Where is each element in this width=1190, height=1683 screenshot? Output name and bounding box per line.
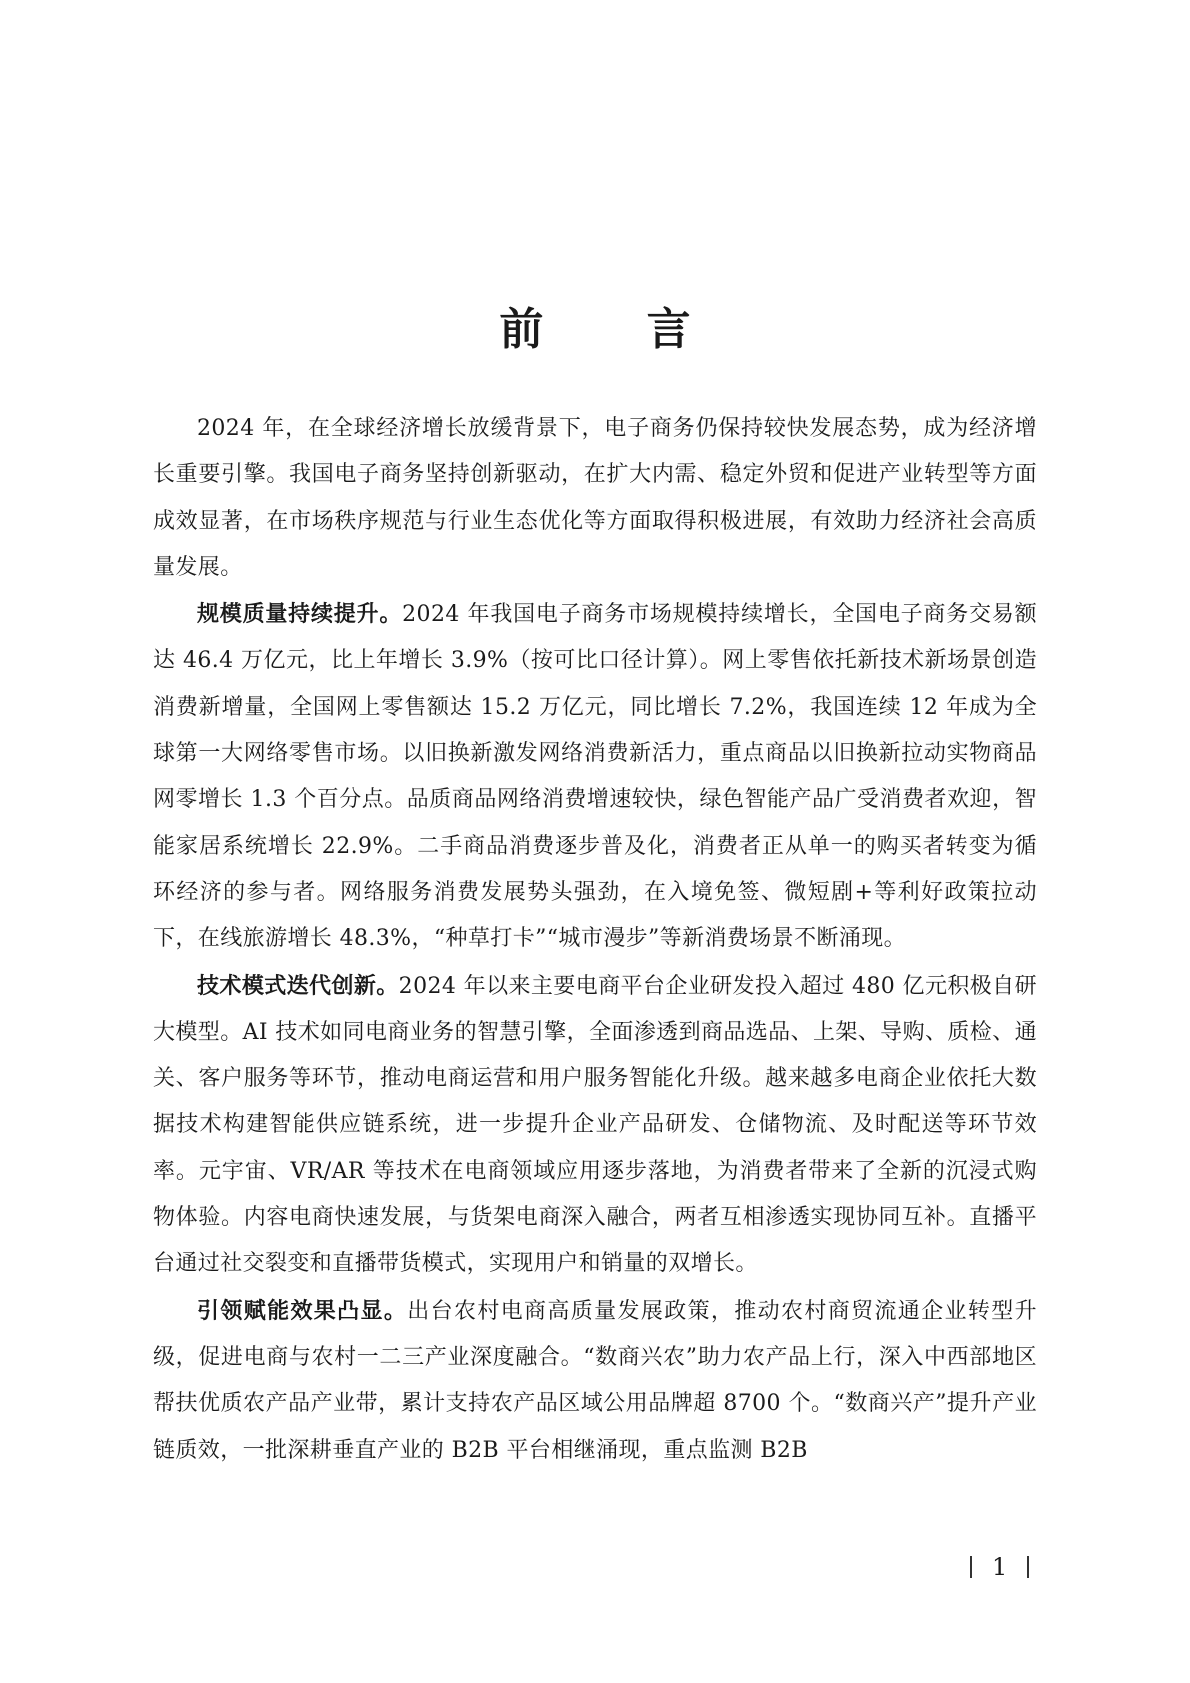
footer-divider-left xyxy=(970,1556,972,1578)
paragraph-text: 2024 年以来主要电商平台企业研发投入超过 480 亿元积极自研大模型。AI 技术如同电商业务的智慧引擎，全面渗透到商品选品、上架、导购、质检、通关、客户服务等环节，推动电商运营和用户服务智能化升级。越来越多电商企业依托大数据技术构建智能供应链系统，进一步提升企业产品研发、仓储物流、及时配送等环节效率。元宇宙、VR/AR 等技术在电商领域应用逐步落地，为消费者带来了全新的沉浸式购物体验。内容电商快速发展，与货架电商深入融合，两者互相渗透实现协同互补。直播平台通过社交裂变和直播带货模式，实现用户和销量的双增长。 xyxy=(153,973,1037,1277)
page-number: 1 xyxy=(992,1553,1008,1581)
paragraph-text: 2024 年，在全球经济增长放缓背景下，电子商务仍保持较快发展态势，成为经济增长重要引擎。我国电子商务坚持创新驱动，在扩大内需、稳定外贸和促进产业转型等方面成效显著，在市场秩序规范与行业生态优化等方面取得积极进展，有效助力经济社会高质量发展。 xyxy=(153,416,1037,580)
footer-divider-right xyxy=(1027,1556,1029,1578)
paragraph-lead: 规模质量持续提升。 xyxy=(197,601,403,628)
page-title: 前 言 xyxy=(499,304,735,355)
paragraph-lead: 引领赋能效果凸显。 xyxy=(197,1297,408,1324)
paragraph-intro xyxy=(153,405,1037,591)
paragraph-text: 出台农村电商高质量发展政策，推动农村商贸流通企业转型升级，促进电商与农村一二三产业深度融合。“数商兴农”助力农产品上行，深入中西部地区帮扶优质农产品产业带，累计支持农产品区域公用品牌超 8700 个。“数商兴产”提升产业链质效，一批深耕垂直产业的 B2B 平台相继涌现，重点监测 B2B xyxy=(153,1298,1037,1463)
paragraph-lead: 技术模式迭代创新。 xyxy=(197,972,399,999)
paragraph-technology xyxy=(153,963,1037,1288)
page-footer xyxy=(970,1552,1029,1582)
paragraph-empowerment xyxy=(153,1288,1037,1474)
body-text xyxy=(153,405,1037,1474)
paragraph-scale-quality xyxy=(153,591,1037,962)
paragraph-text: 2024 年我国电子商务市场规模持续增长，全国电子商务交易额达 46.4 万亿元，比上年增长 3.9%（按可比口径计算）。网上零售依托新技术新场景创造消费新增量，全国网上零售额达 15.2 万亿元，同比增长 7.2%，我国连续 12 年成为全球第一大网络零售市场。以旧换新激发网络消费新活力，重点商品以旧换新拉动实物商品网零增长 1.3 个百分点。品质商品网络消费增速较快，绿色智能产品广受消费者欢迎，智能家居系统增长 22.9%。二手商品消费逐步普及化，消费者正从单一的购买者转变为循环经济的参与者。网络服务消费发展势头强劲，在入境免签、微短剧+等利好政策拉动下，在线旅游增长 48.3%，“种草打卡”“城市漫步”等新消费场景不断涌现。 xyxy=(153,602,1037,952)
